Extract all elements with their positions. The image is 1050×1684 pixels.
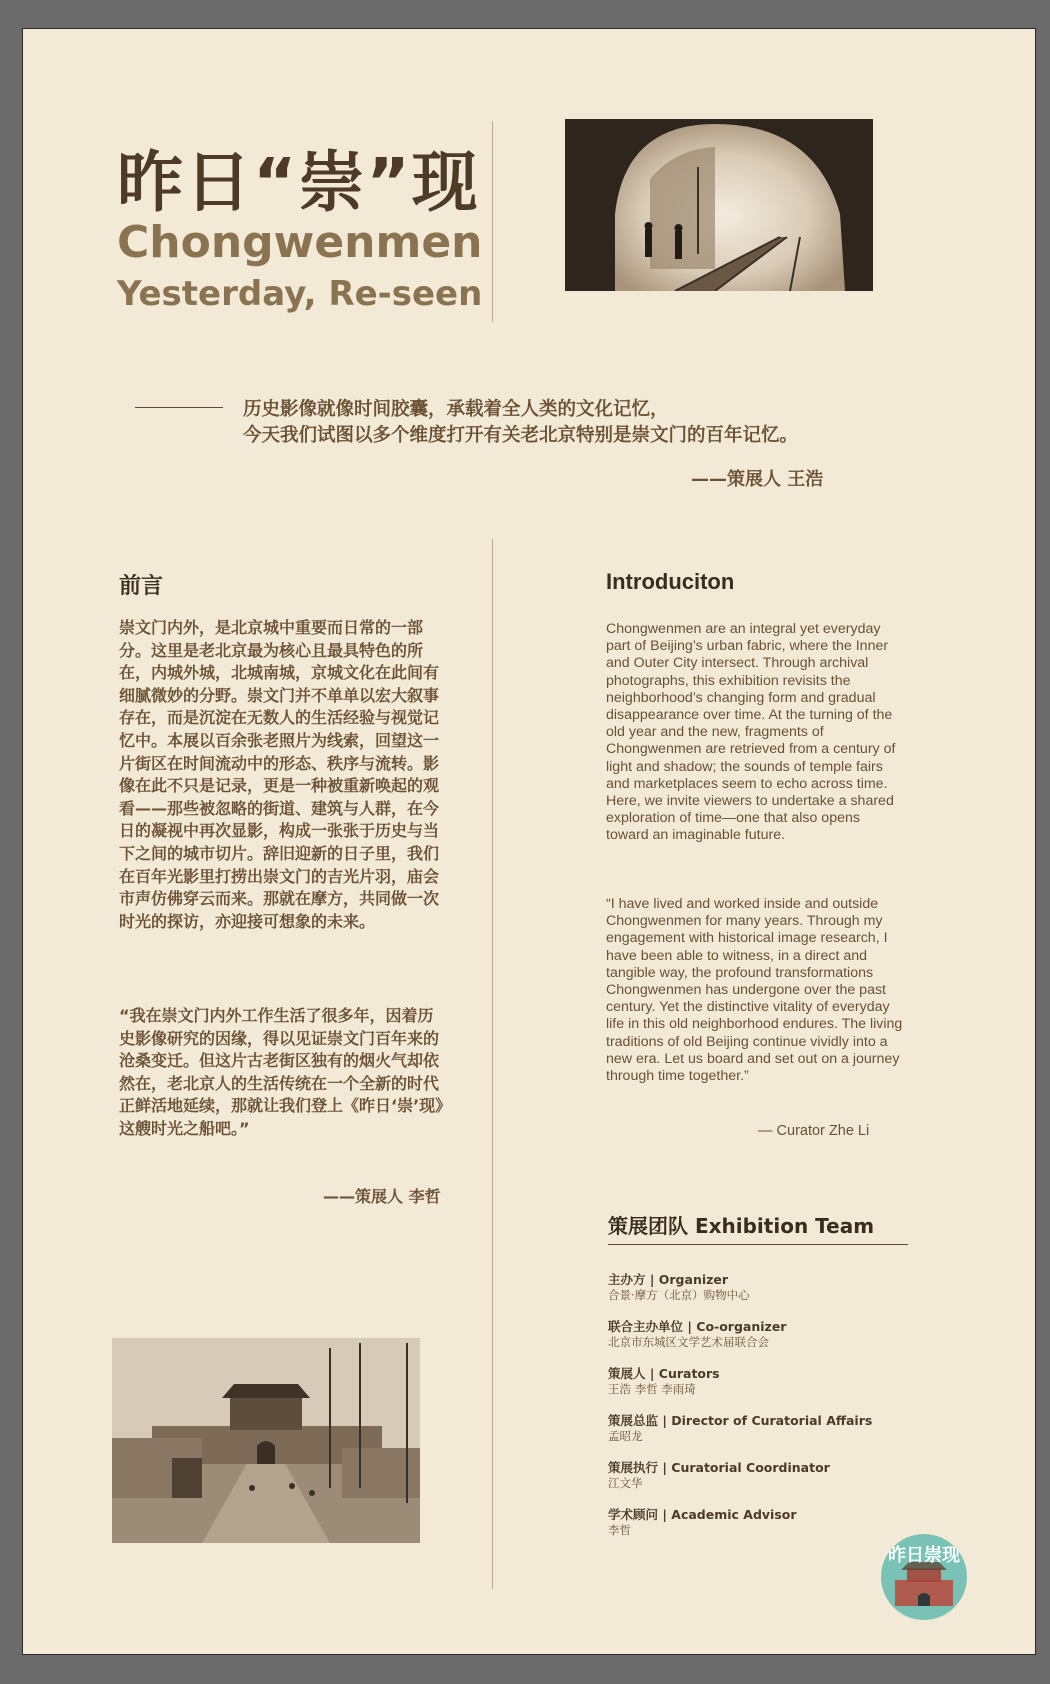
gate-photo-illustration (112, 1338, 420, 1543)
team-names: 孟昭龙 (608, 1429, 643, 1443)
epigraph-line-1: 历史影像就像时间胶囊，承载着全人类的文化记忆， (243, 399, 669, 420)
team-names: 江文华 (608, 1476, 643, 1490)
tunnel-photo-illustration (565, 119, 873, 291)
header-divider (492, 121, 493, 322)
epigraph-text (243, 397, 903, 449)
team-role: 策展总监 | Director of Curatorial Affairs (608, 1413, 873, 1428)
team-item (608, 1460, 928, 1491)
chongwenmen-gate-photo (112, 1338, 420, 1543)
team-list (608, 1272, 928, 1554)
page-subtitle-en: Yesterday, Re-seen (117, 274, 483, 314)
team-names: 王浩 李哲 李雨琦 (608, 1382, 696, 1396)
page-title-cn: 昨日“崇”现 (117, 144, 480, 221)
team-role: 策展人 | Curators (608, 1366, 720, 1381)
intro-heading-en: Introduciton (606, 569, 735, 594)
team-role: 策展执行 | Curatorial Coordinator (608, 1460, 830, 1475)
team-role: 联合主办单位 | Co-organizer (608, 1319, 787, 1334)
tunnel-railway-photo (565, 119, 873, 291)
team-item (608, 1413, 928, 1444)
curator-quote-cn: “我在崇文门内外工作生活了很多年，因着历史影像研究的因缘，得以见证崇文门百年来的沧桑变迁。但这片古老街区独有的烟火气却依然在，老北京人的生活传统在一个全新的时代正鲜活地延续，那就让我们登上《昨日‘崇’现》这艘时光之船吧。” (119, 1006, 444, 1138)
team-role: 学术顾问 | Academic Advisor (608, 1507, 797, 1522)
team-item (608, 1507, 928, 1538)
team-item (608, 1319, 928, 1350)
team-rule (608, 1244, 908, 1245)
epigraph-signature: ——策展人 王浩 (691, 469, 824, 490)
page-title-en: Chongwenmen (117, 217, 483, 268)
team-role: 主办方 | Organizer (608, 1272, 729, 1287)
team-item (608, 1272, 928, 1303)
epigraph-rule (135, 407, 223, 408)
exhibition-logo (881, 1534, 967, 1620)
curator-signature-cn: ——策展人 李哲 (323, 1187, 441, 1206)
team-names: 合景·摩方（北京）购物中心 (608, 1288, 750, 1302)
team-names: 北京市东城区文学艺术届联合会 (608, 1335, 769, 1349)
curator-quote-en: “I have lived and worked inside and outside Chongwenmen for many years. Through my engagement with historical image research, I have been able to witness, in a direct and tangible way, the profound transformations Chongwenmen has undergone over the past century. Yet the distinctive vitality of everyday life in this old neighborhood endures. The living traditions of old Beijing continue vividly into a new era. Let us board and set out on a journey through time together.” (606, 896, 903, 1085)
preface-heading-cn: 前言 (119, 574, 164, 599)
team-item (608, 1366, 928, 1397)
epigraph-line-2: 今天我们试图以多个维度打开有关老北京特别是崇文门的百年记忆。 (243, 425, 799, 446)
column-divider (492, 539, 493, 1589)
intro-body-en: Chongwenmen are an integral yet everyday part of Beijing’s urban fabric, where the Inner and Outer City intersect. Through archival photographs, this exhibition revisits the neighborhood’s changing form and gradual disappearance over time. At the turning of the old year and the new, fragments of Chongwenmen are retrieved from a century of light and shadow; the sounds of temple fairs and marketplaces seem to echo across time. Here, we invite viewers to undertake a shared exploration of time—one that also opens toward an imaginable future. (606, 621, 896, 844)
logo-text: 昨日崇现 (888, 1545, 960, 1566)
exhibition-poster (23, 29, 1035, 1654)
curator-signature-en: — Curator Zhe Li (758, 1123, 870, 1139)
team-names: 李哲 (608, 1523, 631, 1537)
team-title: 策展团队 Exhibition Team (608, 1214, 875, 1238)
preface-body-cn: 崇文门内外，是北京城中重要而日常的一部分。这里是老北京最为核心且最具特色的所在，内城外城，北城南城，京城文化在此间有细腻微妙的分野。崇文门并不单单以宏大叙事存在，而是沉淀在无数人的生活经验与视觉记忆中。本展以百余张老照片为线索，回望这一片街区在时间流动中的形态、秩序与流转。影像在此不只是记录，更是一种被重新唤起的观看——那些被忽略的街道、建筑与人群，在今日的凝视中再次显影，构成一张张于历史与当下之间的城市切片。辞旧迎新的日子里，我们在百年光影里打捞出崇文门的吉光片羽，庙会市声仿佛穿云而来。那就在摩方，共同做一次时光的探访，亦迎接可想象的未来。 (119, 618, 440, 931)
